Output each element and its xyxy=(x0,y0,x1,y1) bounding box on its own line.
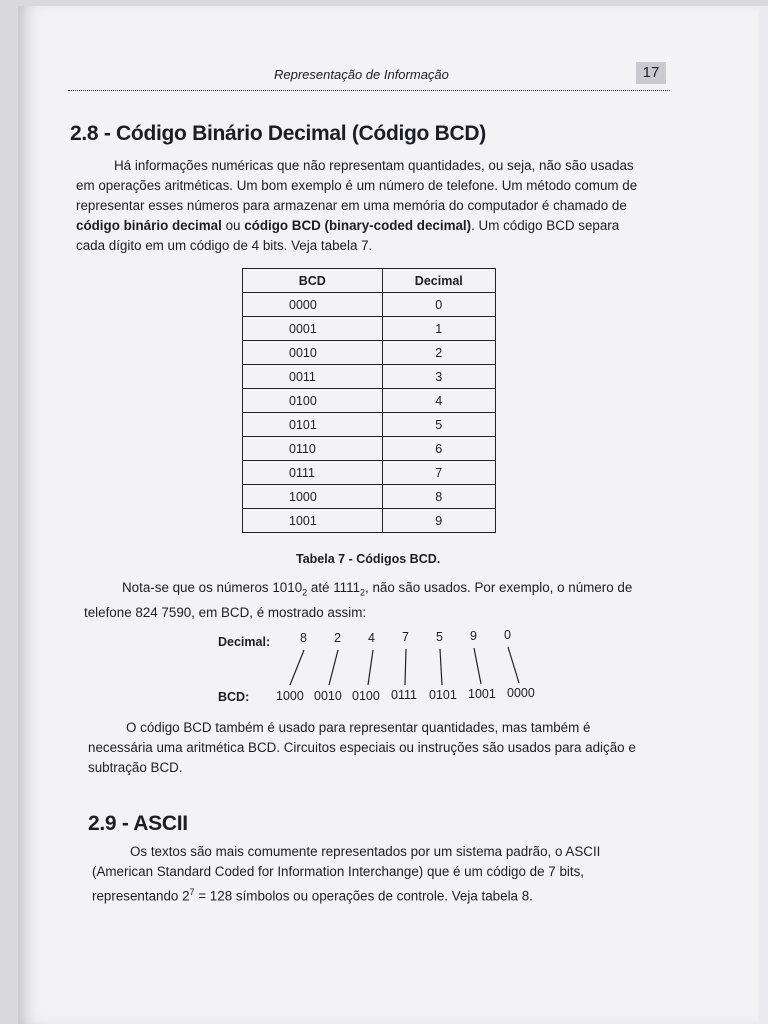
decimal-cell: 8 xyxy=(382,485,495,509)
text-line: subtração BCD. xyxy=(88,760,183,775)
bcd-cell: 0001 xyxy=(243,317,383,341)
bcd-code: 0111 xyxy=(391,688,417,702)
text-line: Nota-se que os números $1010_2$ até $1111_2$, não são usados. Por exemplo, o número de xyxy=(122,580,633,598)
bcd-cell: 0100 xyxy=(243,389,383,413)
text-line: representar esses números para armazenar em uma memória do computador é chamado de xyxy=(76,198,627,213)
decimal-cell: 1 xyxy=(382,317,495,341)
decimal-digit: 7 xyxy=(402,630,409,644)
decimal-cell: 7 xyxy=(382,461,495,485)
decimal-digit: 4 xyxy=(368,631,375,645)
mapping-line xyxy=(440,649,442,685)
bold-term-1: código binário decimal xyxy=(76,218,222,233)
text-line: necessária uma aritmética BCD. Circuitos especiais ou instruções são usados para adição e xyxy=(88,740,636,755)
text-line: Os textos são mais comumente representados por um sistema padrão, o ASCII xyxy=(130,844,601,859)
decimal-cell: 6 xyxy=(382,437,495,461)
text-line: código binário decimal ou código BCD (binary-coded decimal). Um código BCD separa xyxy=(76,218,620,233)
mapping-line xyxy=(474,648,481,684)
text-line: em operações aritméticas. Um bom exemplo é um número de telefone. Um método comum de xyxy=(76,178,638,193)
bcd-code: 1001 xyxy=(468,687,496,701)
text-line: (American Standard Coded for Information Interchange) que é um código de 7 bits, xyxy=(92,864,585,879)
text-line: O código BCD também é usado para representar quantidades, mas também é xyxy=(126,720,591,735)
decimal-digit: 8 xyxy=(300,631,307,645)
bcd-code: 0101 xyxy=(429,688,457,702)
bcd-cell: 0010 xyxy=(243,341,383,365)
decimal-digit: 0 xyxy=(504,628,511,642)
mapping-line xyxy=(508,647,519,683)
bcd-code: 0010 xyxy=(314,689,342,703)
decimal-cell: 4 xyxy=(382,389,495,413)
text-line: telefone 824 7590, em BCD, é mostrado assim: xyxy=(84,604,367,620)
decimal-cell: 3 xyxy=(382,365,495,389)
decimal-cell: 5 xyxy=(382,413,495,437)
decimal-cell: 0 xyxy=(382,293,495,317)
bcd-cell: 0110 xyxy=(243,437,383,461)
running-title: Representação de Informação xyxy=(274,67,449,82)
decimal-digit: 2 xyxy=(334,631,341,645)
bcd-cell: 0011 xyxy=(243,365,383,389)
bcd-cell: 0101 xyxy=(243,413,383,437)
paragraph-bcd-arithmetic xyxy=(88,718,680,778)
decimal-digit: 9 xyxy=(470,629,477,643)
text-line: representando $2^7 = 128$ símbolos ou operações de controle. Veja tabela 8. xyxy=(92,887,533,904)
bcd-cell: 0111 xyxy=(243,461,383,485)
column-header-decimal: Decimal xyxy=(382,269,495,293)
mapping-line xyxy=(290,650,304,685)
text-line: Há informações numéricas que não representam quantidades, ou seja, não são usadas xyxy=(114,158,634,173)
bcd-code: 0100 xyxy=(352,689,380,703)
bcd-code: 0000 xyxy=(507,686,535,700)
mapping-line xyxy=(329,650,338,685)
mapping-line xyxy=(405,649,406,685)
decimal-cell: 2 xyxy=(382,341,495,365)
section-heading-2-9: 2.9 - ASCII xyxy=(88,812,188,835)
section-heading-2-8: 2.8 - Código Binário Decimal (Código BCD) xyxy=(70,122,486,145)
bcd-code: 1000 xyxy=(276,689,304,703)
bcd-label: BCD: xyxy=(218,690,250,704)
page-number: 17 xyxy=(636,62,666,84)
decimal-digit: 5 xyxy=(436,630,443,644)
text-line: cada dígito em um código de 4 bits. Veja tabela 7. xyxy=(76,238,373,253)
decimal-cell: 9 xyxy=(382,509,495,533)
table-caption: Tabela 7 - Códigos BCD. xyxy=(296,552,441,566)
bcd-cell: 0000 xyxy=(243,293,383,317)
mapping-line xyxy=(368,650,373,685)
bcd-cell: 1000 xyxy=(243,485,383,509)
bold-term-2: código BCD (binary-coded decimal) xyxy=(244,218,472,233)
column-header-bcd: BCD xyxy=(243,269,383,293)
paragraph-ascii-intro xyxy=(92,842,684,906)
bcd-cell: 1001 xyxy=(243,509,383,533)
decimal-label: Decimal: xyxy=(218,635,271,649)
